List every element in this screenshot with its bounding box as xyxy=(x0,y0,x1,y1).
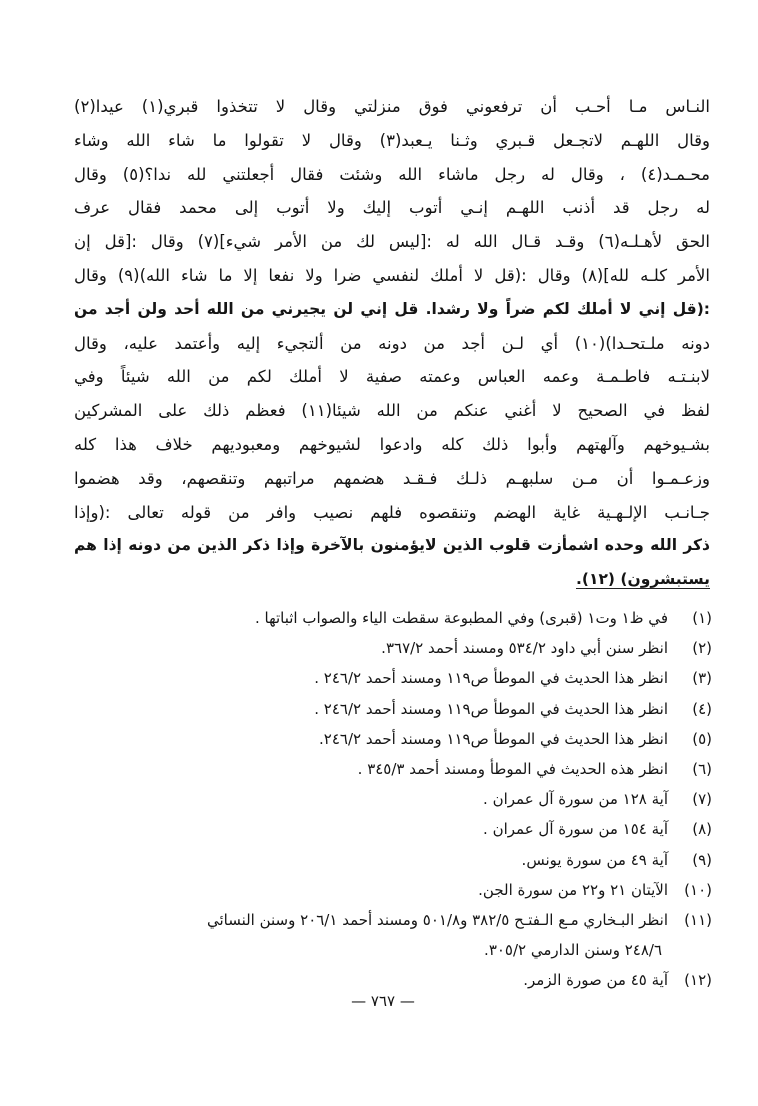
footnote-separator-underline: يستبشرون) (١٢). xyxy=(576,570,710,589)
footnote-number: (٨) xyxy=(692,820,712,839)
body-line: لابنـتـه فاطـمـة وعمه العباس وعمته صفية لا أملك لكم من الله شيئاً وفي xyxy=(74,367,710,387)
body-line-quran: ذكر الله وحده اشمأزت قلوب الذين لايؤمنون بالآخرة وإذا ذكر الذين من دونه إذا هم xyxy=(74,536,710,555)
footnote-number: (٩) xyxy=(692,850,712,869)
footnote xyxy=(74,845,712,875)
footnote xyxy=(74,633,712,663)
footnote-text: انظر هذا الحديث في الموطأ ص١١٩ ومسند أحمد ٢٤٦/٢ . xyxy=(314,699,668,718)
body-line: له رجل قد أذنب اللهـم إنـي أتوب إليك ولا أتوب إلى محمد فقال عرف xyxy=(74,198,710,218)
footnote xyxy=(74,603,712,633)
footnote-text: آية ٤٩ من سورة يونس. xyxy=(521,850,668,869)
footnote-text: آية ٤٥ من صورة الزمر. xyxy=(523,971,668,990)
footnote-number: (١٢) xyxy=(684,971,712,990)
footnote-number: (٢) xyxy=(692,639,712,658)
body-line: الحق لأهـلـه(٦) وقـد قـال الله له :[ليس لك من الأمر شيء](٧) وقال :[قل إن xyxy=(74,232,710,252)
body-line: وزعـمـوا أن مـن سلبهـم ذلـك فـقـد هضمهم مراتبهم وتنقصهم، وقد هضموا xyxy=(74,468,710,488)
body-line: بشـيوخهم وآلهتهم وأبوا ذلك كله وادعوا لشيوخهم ومعبوديهم خلاف هذا كله xyxy=(74,434,710,454)
footnote-text: آية ١٢٨ من سورة آل عمران . xyxy=(483,790,668,809)
footnote-text: الآيتان ٢١ و٢٢ من سورة الجن. xyxy=(478,880,668,899)
footnote-number: (٤) xyxy=(692,699,712,718)
footnotes xyxy=(74,603,712,995)
footnote-text: انظر هذه الحديث في الموطأ ومسند أحمد ٣٤٥/٣ . xyxy=(357,759,668,778)
body-line: الأمر كلـه لله](٨) وقال :(قل لا أملك لنفسي ضرا ولا نفعا إلا ما شاء الله)(٩) وقال xyxy=(74,265,710,285)
footnote xyxy=(74,965,712,995)
body-line-quran: :(قل إني لا أملك لكم ضراً ولا رشدا. قل إني لن يجيرني من الله أحد ولن أجد من xyxy=(74,299,710,318)
body-line: دونه ملـتحـدا)(١٠) أي لـن أجد من دونه من ألتجيء إليه وأعتمد عليه، وقال xyxy=(74,333,710,353)
footnote-text: في ظ١ وت١ (قبرى) وفي المطبوعة سقطت الياء والصواب اثباتها . xyxy=(254,609,668,627)
body-text xyxy=(74,90,710,597)
footnote-number: (٧) xyxy=(692,790,712,809)
footnote xyxy=(74,814,712,844)
footnote-text: انظر هذا الحديث في الموطأ ص١١٩ ومسند أحمد ٢٤٦/٢. xyxy=(319,729,668,748)
footnote-number: (٦) xyxy=(692,759,712,778)
body-line: محـمـد(٤) ، وقال له رجل ماشاء الله وشئت فقال أجعلتني لله ندا؟(٥) وقال xyxy=(74,164,710,184)
body-last-line xyxy=(74,563,710,597)
body-line: النـاس مـا أحـب أن ترفعوني فوق منزلتي وقال لا تتخذوا قبري(١) عيدا(٢) xyxy=(74,97,710,116)
footnote-number: (١) xyxy=(692,609,712,627)
footnote-text: انظر سنن أبي داود ٥٣٤/٢ ومسند أحمد ٣٦٧/٢. xyxy=(381,639,668,658)
body-line: وقال اللهـم لاتجـعل قـبري وثـنا يـعبد(٣) وقال لا تقولوا ما شاء الله وشاء xyxy=(74,130,710,150)
footnote xyxy=(74,663,712,693)
footnote-text: آية ١٥٤ من سورة آل عمران . xyxy=(483,820,668,839)
body-line: جـانـب الإلـهـية غاية الهضم وتنقصوه فلهم نصيب وافر من قوله تعالى :(وإذا xyxy=(74,502,710,522)
footnote-text: انظر البـخاري مـع الـفتـح ٣٨٢/٥ و٥٠١/٨ ومسند أحمد ٢٠٦/١ وسنن النسائي xyxy=(206,910,668,929)
page-number: — ٧٦٧ — xyxy=(351,992,415,1010)
footnote xyxy=(74,724,712,754)
footnote xyxy=(74,905,712,935)
footnote-continuation: ٢٤٨/٦ وسنن الدارمي ٣٠٥/٢. xyxy=(484,941,662,960)
footnote-number: (٣) xyxy=(692,669,712,688)
footnote-number: (٥) xyxy=(692,729,712,748)
footnote xyxy=(74,754,712,784)
footnote-number: (١٠) xyxy=(684,880,712,899)
footnote xyxy=(74,694,712,724)
footnote xyxy=(74,875,712,905)
body-line: لفظ في الصحيح لا أغني عنكم من الله شيئا(١١) فعظم ذلك على المشركين xyxy=(74,401,710,421)
footnote-text: انظر هذا الحديث في الموطأ ص١١٩ ومسند أحمد ٢٤٦/٢ . xyxy=(314,669,668,688)
footnote-number: (١١) xyxy=(684,910,712,929)
footnote xyxy=(74,784,712,814)
